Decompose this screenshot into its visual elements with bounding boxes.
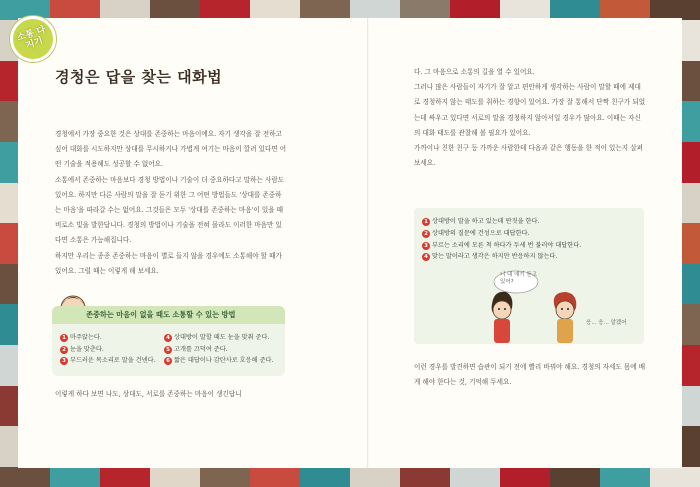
list-item-text: 상대방의 질문에 건성으로 대답한다. (432, 229, 530, 237)
right-body (414, 65, 646, 171)
list-item (164, 355, 274, 367)
list-item-text: 고개를 끄덕여 준다. (174, 345, 228, 353)
section-badge (10, 16, 56, 62)
list-item (422, 251, 581, 263)
speech-bubble-left: 너 내 얘기 듣고 있어? (500, 272, 538, 285)
checklist (422, 216, 581, 263)
right-bottom-text: 이런 경우를 발견하면 습관이 되기 전에 빨리 바꿔야 해요. 경청의 자세도 몸에 배게 해야 한다는 것, 기억해 두세요. (414, 363, 646, 387)
page-title: 경청은 답을 찾는 대화법 (55, 68, 223, 86)
list-item-text: 짧은 대답이나 감탄사로 호응해 준다. (174, 357, 274, 364)
tip-column-left (60, 332, 156, 367)
patchwork-border-top (0, 0, 700, 20)
paragraph: 그러나 많은 사람들이 자기가 잘 알고 편안하게 생각하는 사람이 말할 때에 제대로 경청하지 않는 태도를 취하는 경향이 있어요. 가장 잘 통해서 단짝 친구가 되었는데 싸우고 있다면 서로의 말을 경청하지 않아서일 경우가 많아요. 이때는 자신의 대화 태도를 관찰해 볼 필요가 있어요. (414, 83, 646, 137)
list-item (422, 216, 581, 228)
tip-column-right (164, 332, 274, 367)
list-item-text: 상대방이 말할 때도 눈을 맞춰 준다. (174, 334, 270, 341)
page-gutter (367, 18, 369, 468)
list-item-text: 부드러운 목소리로 말을 건넨다. (70, 357, 156, 364)
paragraph: 하지만 우리는 종종 존중하는 마음이 별로 들지 않을 경우에도 소통해야 할 때가 있어요. 그럴 때는 이렇게 해 보세요. (55, 251, 282, 275)
list-item (164, 344, 274, 356)
number-badge: 2 (60, 346, 68, 354)
section-badge-label: 소통 다지기 (16, 24, 47, 52)
number-badge: 3 (60, 357, 68, 365)
checklist-box (414, 208, 644, 344)
number-badge: 6 (164, 357, 172, 365)
number-badge: 2 (422, 230, 430, 238)
list-item (422, 228, 581, 240)
tip-title: 존중하는 마음이 없을 때도 소통할 수 있는 방법 (86, 310, 236, 319)
list-item-text: 눈을 맞춘다. (70, 345, 104, 353)
number-badge: 4 (422, 253, 430, 261)
list-item-text: 마주앉는다. (70, 334, 102, 341)
list-item (60, 344, 156, 356)
patchwork-border-right (680, 20, 700, 467)
left-body (55, 127, 287, 279)
paragraph: 가까이나 친한 친구 등 가까운 사람한테 다음과 같은 행동을 한 적이 있는지 살펴보세요. (414, 144, 643, 168)
list-item-text: 부르는 소리에 모른 척 하다가 두세 번 불러야 대답한다. (432, 241, 582, 249)
number-badge: 3 (422, 242, 430, 250)
paragraph: 다. 그 마음으로 소통의 길을 열 수 있어요. (414, 68, 535, 76)
patchwork-border-left (0, 20, 20, 467)
list-item (60, 355, 156, 367)
number-badge: 4 (164, 334, 172, 342)
left-bottom-text: 이렇게 하다 보면 나도, 상대도, 서로를 존중하는 마음이 생긴답니 (55, 390, 242, 398)
list-item (60, 332, 156, 344)
list-item (422, 240, 581, 252)
tip-box (52, 306, 285, 376)
patchwork-border-bottom (0, 467, 700, 487)
number-badge: 1 (422, 218, 430, 226)
number-badge: 5 (164, 346, 172, 354)
list-item-text: 상대방이 말을 하고 있는데 딴짓을 한다. (432, 218, 540, 225)
list-item (164, 332, 274, 344)
list-item-text: 맞는 말이라고 생각은 하지만 반응하지 않는다. (432, 253, 558, 261)
paragraph: 소통에서 존중하는 마음보다 경청 방법이나 기술이 더 중요하다고 말하는 사람도 있어요. 하지만 다른 사람의 말을 잘 듣기 위한 그 어떤 방법들도 '상대를 존중하는 마음'을 따라갈 수는 없어요. 그것들은 모두 '상대를 존중하는 마음'이 있을 때 비로소 빛을 발한답니다. 경청의 방법이나 기술을 전혀 몰라도 이러한 마음만 있다면 소통은 가능해집니다. (55, 175, 285, 245)
number-badge: 1 (60, 334, 68, 342)
paragraph: 경청에서 가장 중요한 것은 상대를 존중하는 마음이에요. 자기 생각을 잘 전하고 싶어 대화를 시도하지만 상대를 무시하거나 가볍게 여기는 마음이 깔려 있다면 어떤 기술을 적용해도 성공할 수 없어요. (55, 130, 287, 169)
speech-text-right: 응... 응... 알겠어 (586, 320, 627, 326)
